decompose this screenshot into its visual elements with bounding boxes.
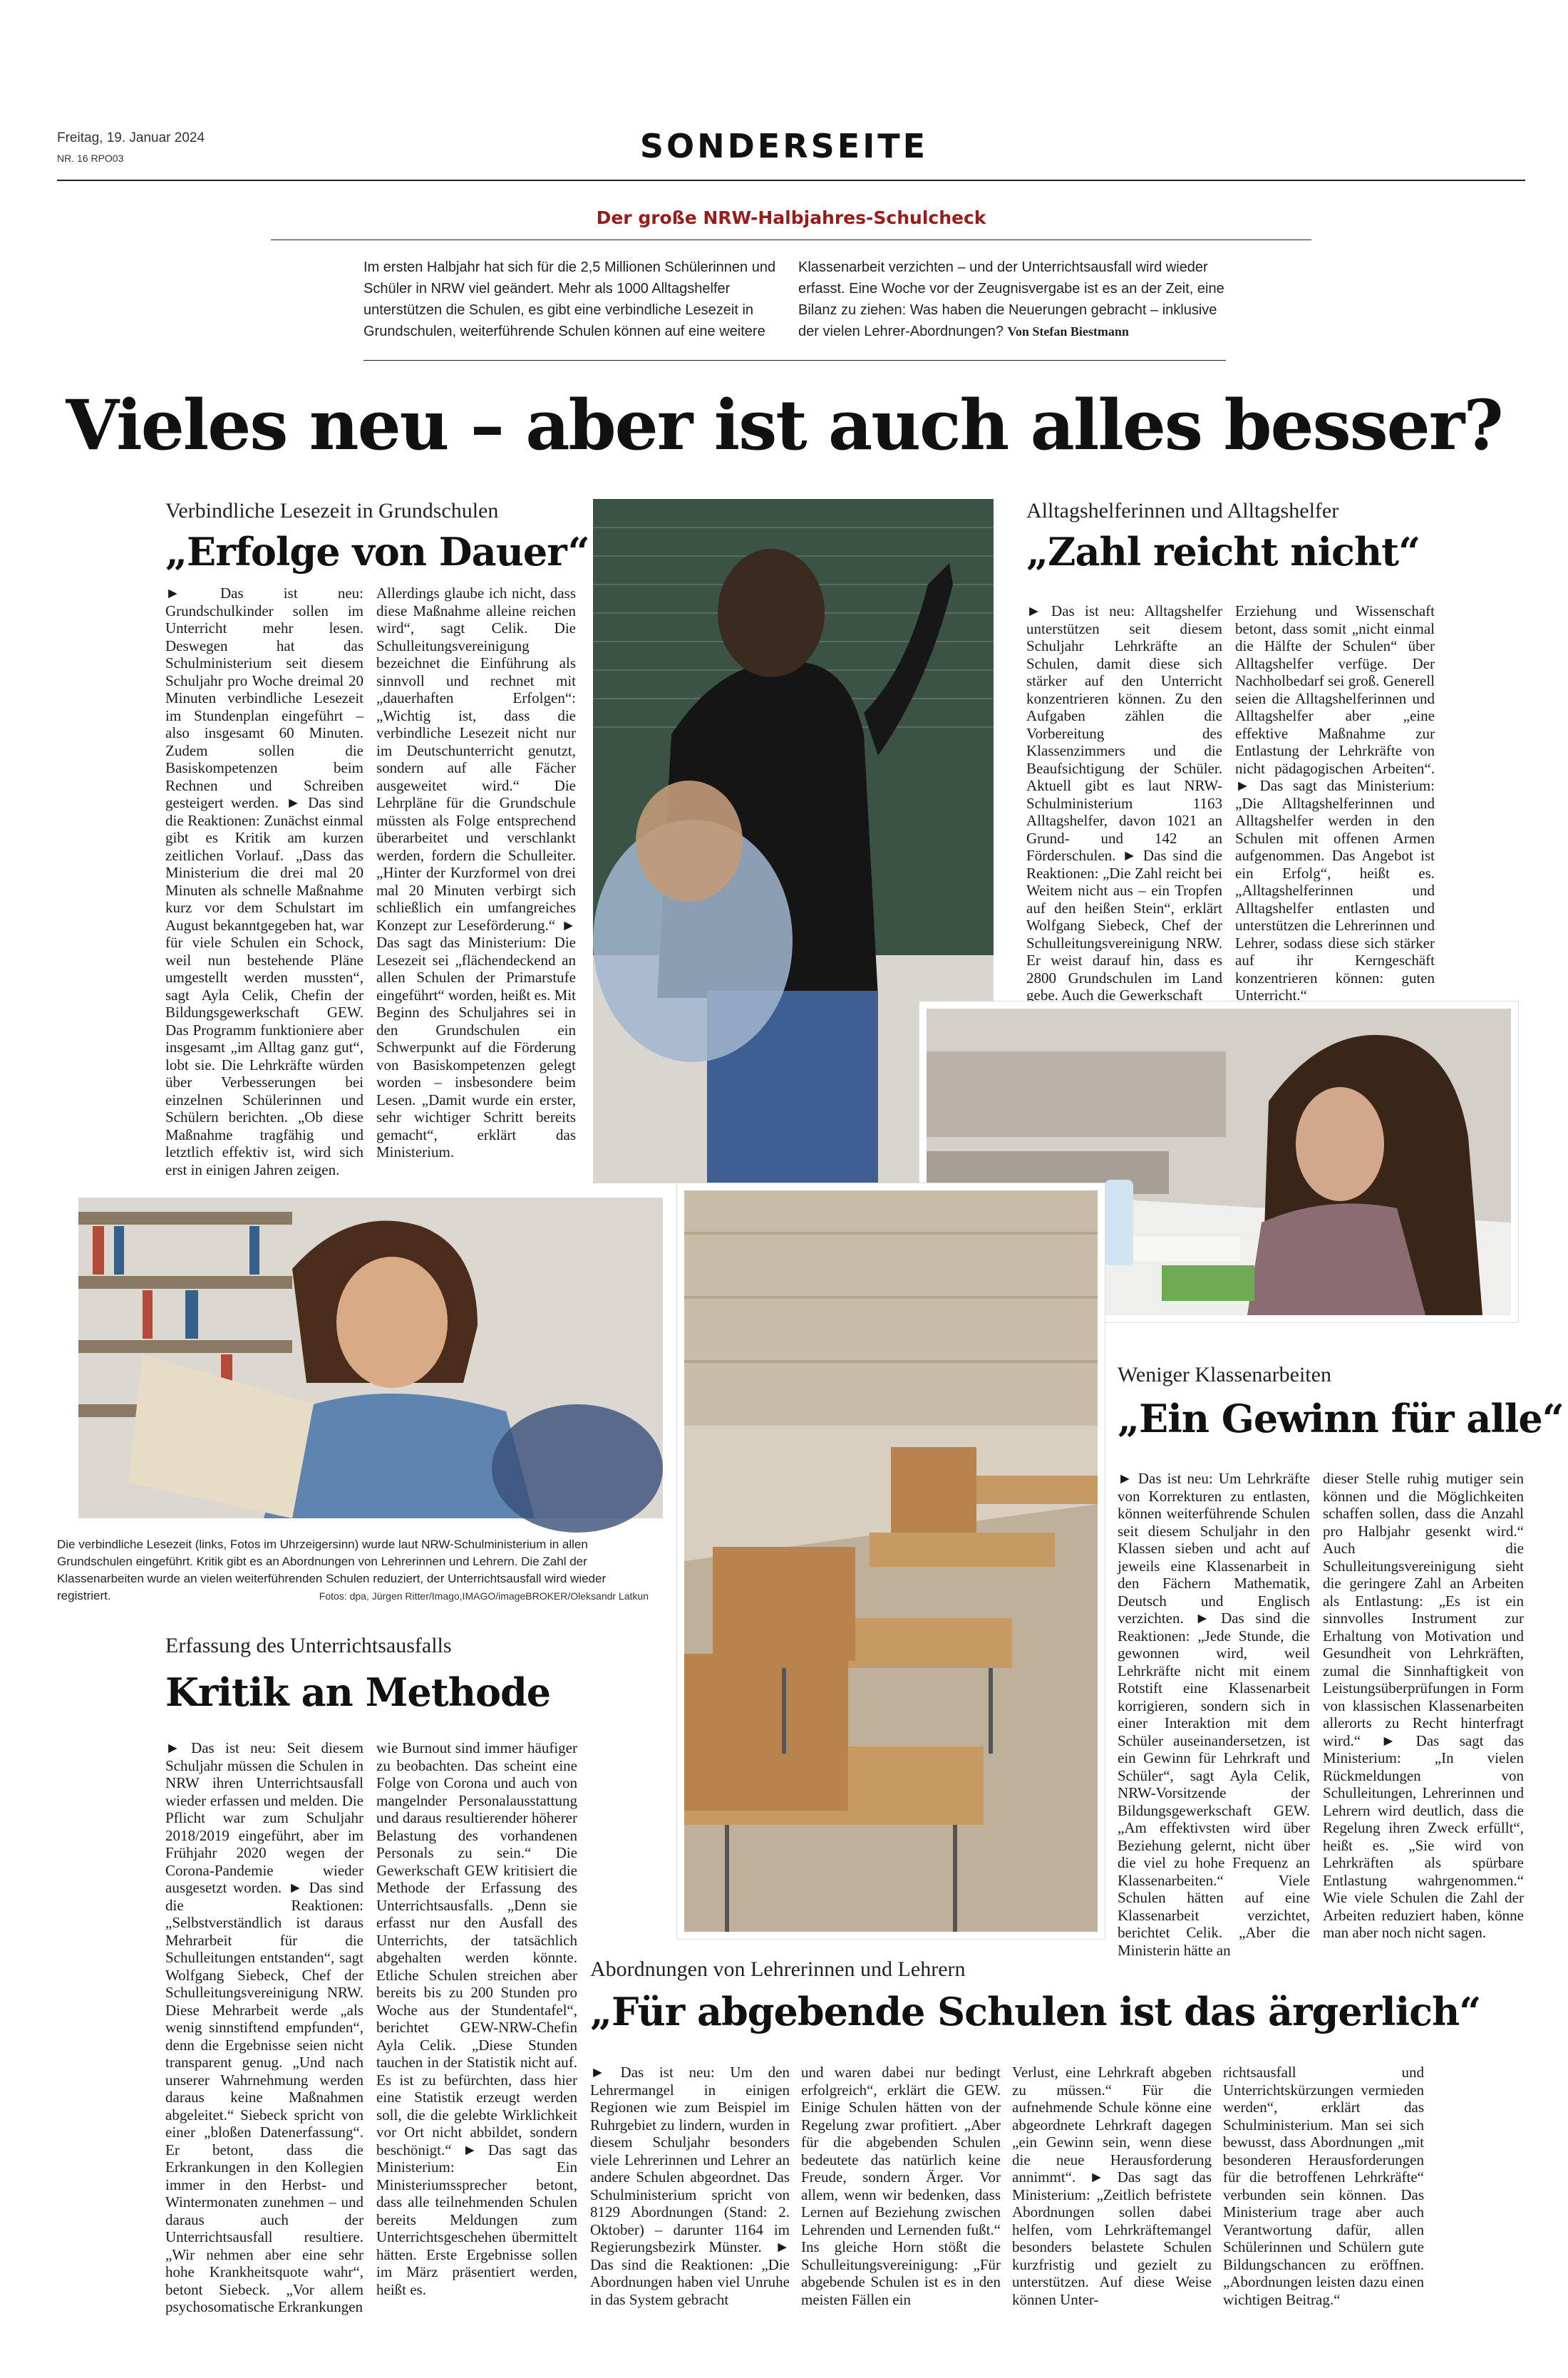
intro-text-2: Klassenarbeit verzichten – und der Unterrichtsausfall wird wieder erfasst. Eine Woche vor der Zeugnisvergabe ist es an der Zeit, eine Bilanz zu ziehen: Was haben die Neuerungen gebracht – inklusive der vielen Lehrer-Abordnungen? [798, 259, 1224, 339]
section-title: SONDERSEITE [639, 127, 929, 165]
unterrichtsausfall-body-col-2: wie Burnout sind immer häufiger zu beobachten. Das scheint eine Folge von Corona und auch von mangelnder Personalausstattung und daraus resultierender höherer Belastung des vorhandenen Personals zu sein.“ Die Gewerkschaft GEW kritisiert die Methode der Erfassung des Unterrichtsausfalls. „Denn sie erfasst nur den Ausfall des Unterrichts, der tatsächlich abgehalten werden könnte. Etliche Schulen streichen aber bereits bis zu 200 Stunden pro Woche aus der Stundentafel“, berichtet GEW-NRW-Chefin Ayla Celik. „Diese Stunden tauchen in der Statistik nicht auf. Es ist zu befürchten, dass hier eine Statistik erzeugt werden soll, die die gelebte Wirklichkeit vor Ort nicht abbildet, sondern beschönigt.“ ► Das sagt das Ministerium: Ein Ministeriumssprecher betont, dass alle teilnehmenden Schulen bereits Meldungen zum Unterrichtsgeschehen übermittelt hätten. Erste Ergebnisse sollen im März präsentiert werden, heißt es. [376, 1739, 577, 2298]
abordnungen-body-col-2: und waren dabei nur bedingt erfolgreich“, erklärt die GEW. Einige Schulen hätten von der Regelung zwar profitiert. „Aber für die abgebenden Schulen bedeutete das natürlich keine Freude, sondern Ärger. Vor allem, wenn wir bedenken, dass Lernen auf Beziehung zwischen Lehrenden und Lernenden fußt.“ Ins gleiche Horn stößt die Schulleitungsvereinigung: „Für abgebende Schulen ist es in den meisten Fällen ein [801, 2064, 1001, 2308]
issue-date: Freitag, 19. Januar 2024 [57, 130, 205, 145]
empty-classroom-photo [677, 1183, 1105, 1939]
lesezeit-kicker: Verbindliche Lesezeit in Grundschulen [165, 499, 499, 523]
klassenarbeiten-body-col-2: dieser Stelle ruhig mutiger sein können und die Möglichkeiten schaffen sollen, dass die Anzahl pro Halbjahr gesenkt wird.“ Auch die Schulleitungsvereinigung sieht die geringere Zahl an Arbeiten als Entlastung: „Es ist ein sinnvolles Instrument zur Erhaltung von Motivation und Gesundheit von Lehrkräften, zumal die Sinnhaftigkeit von Leistungsüberprüfungen in Form von klassischen Klassenarbeiten allerorts zu Recht hinterfragt wird.“ ► Das sagt das Ministerium: „In vielen Rückmeldungen von Schulleitungen, Lehrerinnen und Lehrern wird deutlich, dass die Regelung ihren Zweck erfüllt“, heißt es. „Sie wird von Lehrkräften als spürbare Entlastung wahrgenommen.“ Wie viele Schulen die Zahl der Arbeiten reduziert haben, könne man aber noch nicht sagen. [1323, 1470, 1524, 1941]
intro-col-2 [798, 257, 1226, 342]
issue-number: NR. 16 RPO03 [57, 153, 124, 164]
byline: Von Stefan Biestmann [1007, 324, 1129, 339]
main-headline: Vieles neu – aber ist auch alles besser? [66, 385, 1502, 465]
alltagshelfer-kicker: Alltagshelferinnen und Alltagshelfer [1026, 499, 1339, 523]
unterrichtsausfall-title: Kritik an Methode [165, 1669, 551, 1715]
lesezeit-title: „Erfolge von Dauer“ [165, 529, 589, 575]
abordnungen-body-col-3: Verlust, eine Lehrkraft abgeben zu müssen.“ Für die aufnehmende Schule könne eine abgeordnete Lehrkraft dagegen „ein Gewinn sein, wenn diese die neue Herausforderung annimmt“. ► Das sagt das Ministerium: „Zeitlich befristete Abordnungen sollen dabei helfen, vom Lehrkräftemangel besonders belastete Schulen kurzfristig und gezielt zu unterstützen. Auf diese Weise können Unter- [1012, 2064, 1212, 2308]
boy-reading-photo [78, 1198, 663, 1518]
abordnungen-title: „Für abgebende Schulen ist das ärgerlich“ [590, 1989, 1481, 2034]
intro-rule [363, 360, 1226, 361]
abordnungen-body-col-4: richtsausfall und Unterrichtskürzungen vermieden werden“, erklärt das Schulministerium. Man sei sich bewusst, dass Abordnungen „mit besonderen Herausforderungen für die betroffenen Lehrkräfte“ verbunden sein können. Das Ministerium trage aber auch Verantwortung dafür, allen Schülerinnen und Schülern gute Bildungschancen zu eröffnen. „Abordnungen leisten dazu einen wichtigen Beitrag.“ [1223, 2064, 1424, 2308]
intro-col-1: Im ersten Halbjahr hat sich für die 2,5 Millionen Schülerinnen und Schüler in NRW viel geändert. Mehr als 1000 Alltagshelfer unterstützen die Schulen, es gibt eine verbindliche Lesezeit in Grundschulen, weiterführende Schulen können auf eine weitere [363, 259, 776, 339]
lesezeit-body-col-2: Allerdings glaube ich nicht, dass diese Maßnahme alleine reichen wird“, sagt Celik. Die Schulleitungsvereinigung bezeichnet die Einführung als sinnvoll und rechnet mit „dauerhaften Erfolgen“: „Wichtig ist, dass die verbindliche Lesezeit nicht nur im Deutschunterricht genutzt, sondern auf alle Fächer ausgeweitet wird.“ Die Lehrpläne für die Grundschule müssten als Folge entsprechend überarbeitet und verschlankt werden, fordern die Schulleiter. „Hinter der Kurzformel von drei mal 20 Minuten verbirgt sich schließlich ein umfangreiches Konzept zur Leseförderung.“ ► Das sagt das Ministerium: Die Lesezeit sei „flächendeckend an allen Schulen der Primarstufe eingeführt“ worden, heißt es. Mit Beginn des Schuljahres sei in den Grundschulen ein Schwerpunkt auf die Förderung von Basiskompetenzen gelegt worden – insbesondere beim Lesen. „Damit wurde ein erster, sehr wichtiger Schritt bereits gemacht“, erklärt das Ministerium. [376, 585, 576, 1160]
page-kicker: Der große NRW-Halbjahres-Schulcheck [596, 207, 986, 228]
klassenarbeiten-kicker: Weniger Klassenarbeiten [1118, 1363, 1331, 1386]
photo-credit: Fotos: dpa, Jürgen Ritter/Imago,IMAGO/imageBROKER/Oleksandr Latkun [319, 1590, 649, 1602]
alltagshelfer-body-col-2: Erziehung und Wissenschaft betont, dass somit „nicht einmal die Hälfte der Schulen“ über Alltagshelfer verfüge. Der Nachholbedarf sei groß. Generell seien die Alltagshelferinnen und Alltagshelfer aber „eine effektive Maßnahme zur Entlastung der Lehrkräfte von nicht pädagogischen Arbeiten“. ► Das sagt das Ministerium: „Die Alltagshelferinnen und Alltagshelfer werden in den Schulen mit offenen Armen aufgenommen. Das Angebot ist ein Erfolg“, heißt es. „Alltagshelferinnen und Alltagshelfer entlasten und unterstützen die Lehrerinnen und Lehrer, sodass diese sich stärker auf ihr Kerngeschäft konzentrieren können: guten Unterricht.“ [1235, 602, 1435, 1004]
klassenarbeiten-title: „Ein Gewinn für alle“ [1118, 1396, 1564, 1441]
header-rule [57, 180, 1525, 181]
lesezeit-body-col-1: ► Das ist neu: Grundschulkinder sollen im Unterricht mehr lesen. Deswegen hat das Schulministerium seit diesem Schuljahr pro Woche dreimal 20 Minuten verbindliche Lesezeit im Stundenplan eingeführt – also insgesamt 60 Minuten. Zudem sollen die Basiskompetenzen beim Rechnen und Schreiben gesteigert werden. ► Das sind die Reaktionen: Zunächst einmal gibt es Kritik am kurzen zeitlichen Vorlauf. „Dass das Ministerium die drei mal 20 Minuten als schnelle Maßnahme kurz vor dem Schulstart im August bekanntgegeben hat, war für viele Schulen ein Schock, weil nun bestehende Pläne umgestellt werden mussten“, sagt Ayla Celik, Chefin der Bildungsgewerkschaft GEW. Das Programm funktioniere aber insgesamt „im Alltag ganz gut“, lobt sie. Die Lehrkräfte würden über Verbesserungen bei einzelnen Schülerinnen und Schülern berichten. „Ob diese Maßnahme tragfähig und letztlich effektiv ist, wird sich erst in einigen Jahren zeigen. [165, 585, 363, 1178]
alltagshelfer-body-col-1: ► Das ist neu: Alltagshelfer unterstützen seit diesem Schuljahr Lehrkräfte an Schulen, damit diese sich stärker auf den Unterricht konzentrieren können. Zu den Aufgaben zählen die Vorbereitung des Klassenzimmers und die Beaufsichtigung der Schüler. Aktuell gibt es laut NRW-Schulministerium 1163 Alltagshelfer, davon 1021 an Grund- und 142 an Förderschulen. ► Das sind die Reaktionen: „Die Zahl reicht bei Weitem nicht aus – ein Tropfen auf den heißen Stein“, erklärt Wolfgang Siebeck, Chef der Schulleitungsvereinigung NRW. Er weist darauf hin, dass es 2800 Grundschulen im Land gebe. Auch die Gewerkschaft [1026, 602, 1222, 1004]
abordnungen-body-col-1: ► Das ist neu: Um den Lehrermangel in einigen Regionen wie zum Beispiel im Ruhrgebiet zu lindern, wurden in diesem Schuljahr besonders viele Lehrerinnen und Lehrer an andere Schulen abgeordnet. Das Schulministerium spricht von 8129 Abordnungen (Stand: 2. Oktober) – darunter 1164 im Regierungsbezirk Münster. ► Das sind die Reaktionen: „Die Abordnungen haben viel Unruhe in das System gebracht [590, 2064, 790, 2308]
abordnungen-kicker: Abordnungen von Lehrerinnen und Lehrern [590, 1957, 966, 1981]
klassenarbeiten-body-col-1: ► Das ist neu: Um Lehrkräfte von Korrekturen zu entlasten, können weiterführende Schulen seit diesem Schuljahr in den Klassen sieben und acht auf jeweils eine Klassenarbeit in den Fächern Mathematik, Deutsch und Englisch verzichten. ► Das sind die Reaktionen: „Jede Stunde, die gewonnen wird, weil Lehrkräfte nicht mit einem Rotstift eine Klassenarbeit korrigieren, sondern sich in einer Interaktion mit dem Schüler auseinandersetzen, ist ein Gewinn für Lehrkraft und Schüler“, sagt Ayla Celik, NRW-Vorsitzende der Bildungsgewerkschaft GEW. „Am effektivsten wird über Beziehung gelernt, nicht über die viel zu hohe Frequenz an Klassenarbeiten.“ Viele Schulen hätten auf eine Klassenarbeit verzichtet, berichtet Celik. „Aber die Ministerin hätte an [1118, 1470, 1310, 1959]
alltagshelfer-title: „Zahl reicht nicht“ [1026, 529, 1420, 575]
photo-caption: Die verbindliche Lesezeit (links, Fotos im Uhrzeigersinn) wurde laut NRW-Schulministerium in allen Grundschulen eingeführt. Kritik gibt es an Abordnungen von Lehrerinnen und Lehrern. Die Zahl der Klassenarbeiten wurde an vielen weiterführenden Schulen reduziert, der Unterrichtsausfall wird wieder registriert. [57, 1538, 607, 1602]
unterrichtsausfall-body-col-1: ► Das ist neu: Seit diesem Schuljahr müssen die Schulen in NRW ihren Unterrichtsausfall wieder erfassen und melden. Die Pflicht war zum Schuljahr 2018/2019 eingeführt, aber im Frühjahr 2020 wegen der Corona-Pandemie wieder ausgesetzt worden. ► Das sind die Reaktionen: „Selbstverständlich ist daraus Mehrarbeit für die Schulleitungen entstanden“, sagt Wolfgang Siebeck, Chef der Schulleitungsvereinigung NRW. Diese Mehrarbeit werde „als wenig sinnstiftend empfunden“, denn die Ergebnisse seien nicht transparent genug. „Und nach unserer Wahrnehmung werden daraus keine Maßnahmen abgeleitet.“ Siebeck spricht von einer „bloßen Datenerfassung“. Er betont, dass die Erkrankungen in den Kollegien immer in den Herbst- und Wintermonaten zunehmen – und daraus auch der Unterrichtsausfall resultiere. „Wir nehmen aber eine sehr hohe Krankheitsquote wahr“, betont Siebeck. „Vor allem psychosomatische Erkrankungen [165, 1739, 363, 2315]
unterrichtsausfall-kicker: Erfassung des Unterrichtsausfalls [165, 1634, 452, 1657]
